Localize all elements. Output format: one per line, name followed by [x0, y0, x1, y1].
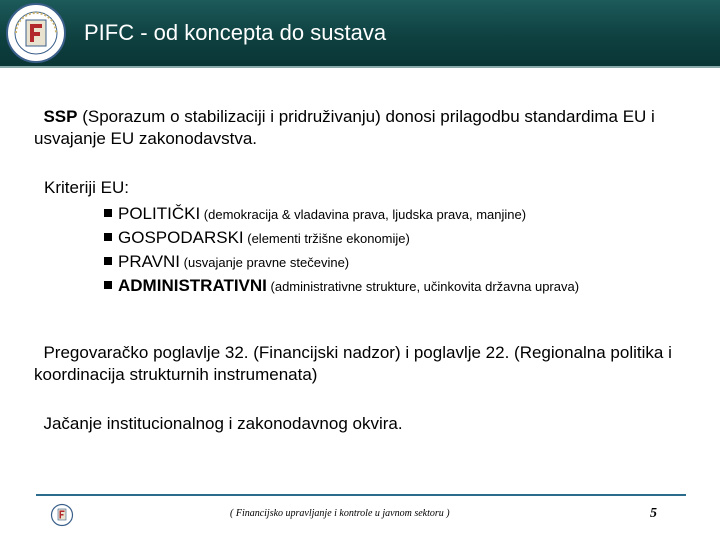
- footer-caption: ( Financijsko upravljanje i kontrole u javnom sektoru ): [230, 508, 450, 519]
- strengthening-paragraph: [34, 413, 674, 435]
- chapter-text: Pregovaračko poglavlje 32. (Financijski nadzor) i poglavlje 22. (Regionalna politika i koordinacija strukturnih instrumenata): [34, 343, 672, 384]
- page-title: PIFC - od koncepta do sustava: [84, 20, 387, 45]
- ssp-text: (Sporazum o stabilizaciji i pridruživanju) donosi prilagodbu standardima EU i usvajanje EU zakonodavstva.: [34, 107, 655, 148]
- ministry-logo-icon: [2, 2, 70, 64]
- criteria-item: [104, 252, 349, 272]
- bullet-icon: [104, 281, 112, 289]
- criteria-item: [104, 228, 410, 248]
- criteria-heading: Kriteriji EU:: [44, 178, 130, 197]
- criteria-item-label: POLITIČKI: [118, 204, 201, 223]
- criteria-item-detail: (usvajanje pravne stečevine): [180, 255, 350, 270]
- footer-divider: [36, 494, 686, 496]
- criteria-item: [104, 276, 579, 296]
- ssp-paragraph: [34, 106, 674, 150]
- small-ministry-logo-icon: [50, 503, 74, 527]
- criteria-item-label: GOSPODARSKI: [118, 228, 244, 247]
- ssp-term: SSP: [43, 107, 78, 126]
- criteria-item-label: PRAVNI: [118, 252, 181, 271]
- header-bar: [0, 0, 720, 66]
- criteria-item-label: ADMINISTRATIVNI: [118, 276, 267, 295]
- bullet-icon: [104, 257, 112, 265]
- header-divider: [0, 66, 720, 68]
- page-number: 5: [650, 506, 657, 521]
- bullet-icon: [104, 209, 112, 217]
- criteria-item-detail: (demokracija & vladavina prava, ljudska prava, manjine): [200, 207, 527, 222]
- criteria-item-detail: (administrativne strukture, učinkovita državna uprava): [266, 279, 580, 294]
- strengthening-text: Jačanje institucionalnog i zakonodavnog okvira.: [43, 414, 403, 433]
- criteria-item: [104, 204, 526, 224]
- bullet-icon: [104, 233, 112, 241]
- criteria-item-detail: (elementi tržišne ekonomije): [243, 231, 410, 246]
- chapter-paragraph: [34, 342, 674, 386]
